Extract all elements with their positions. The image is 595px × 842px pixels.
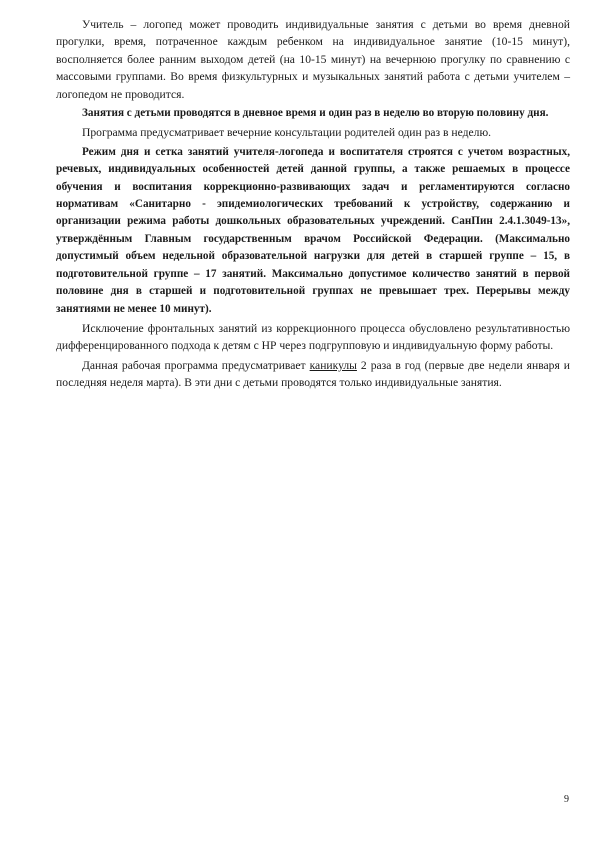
document-page <box>56 16 570 394</box>
paragraph-speech-therapist-walks: Учитель – логопед может проводить индивидуальные занятия с детьми во время дневной прогулки, время, потраченное каждым ребенком на индивидуальное занятие (10-15 минут), восполняется более ранним выходом детей (на 10-15 минут) на вечернюю прогулку по сравнению с массовыми группами. Во время физкультурных и музыкальных занятий работа с детьми учителем – логопедом не проводится. <box>56 18 570 101</box>
paragraph-frontal-exclusion: Исключение фронтальных занятий из коррекционного процесса обусловлено результативностью дифференцированного подхода к детям с НР через подгрупповую и индивидуальную форму работы. <box>56 321 570 353</box>
paragraph-holidays <box>56 357 570 392</box>
holidays-underlined-word: каникулы <box>309 358 357 372</box>
holidays-text-after: 2 раза в год (первые две недели января и последняя неделя марта). В эти дни с детьми проводятся только индивидуальные занятия. <box>56 358 570 390</box>
paragraph-evening-consultations: Программа предусматривает вечерние консультации родителей один раз в неделю. <box>82 126 492 140</box>
paragraph-daytime-sessions: Занятия с детьми проводятся в дневное время и один раз в неделю во вторую половину дня. <box>82 107 549 120</box>
page-number: 9 <box>564 794 569 805</box>
holidays-text-before: Данная рабочая программа предусматривает <box>82 358 310 372</box>
paragraph-daily-schedule: Режим дня и сетка занятий учителя-логопеда и воспитателя строятся с учетом возрастных, речевых, индивидуальных особенностей детей данной группы, а также решаемых в процессе обучения и воспитания коррекционно-развивающих задач и регламентируются согласно нормативам «Санитарно - эпидемиологических требований к устройству, содержанию и организации режима работы дошкольных образовательных учреждений. СанПин 2.4.1.3049-13», утверждённым Главным государственным врачом Российской Федерации. (Максимально допустимый объем недельной образовательной нагрузки для детей в старшей группе – 15, в подготовительной группе – 17 занятий. Максимально допустимое количество занятий в первой половине дня в старшей и подготовительной группах не превышает трех. Перерывы между занятиями не менее 10 минут). <box>56 145 570 315</box>
